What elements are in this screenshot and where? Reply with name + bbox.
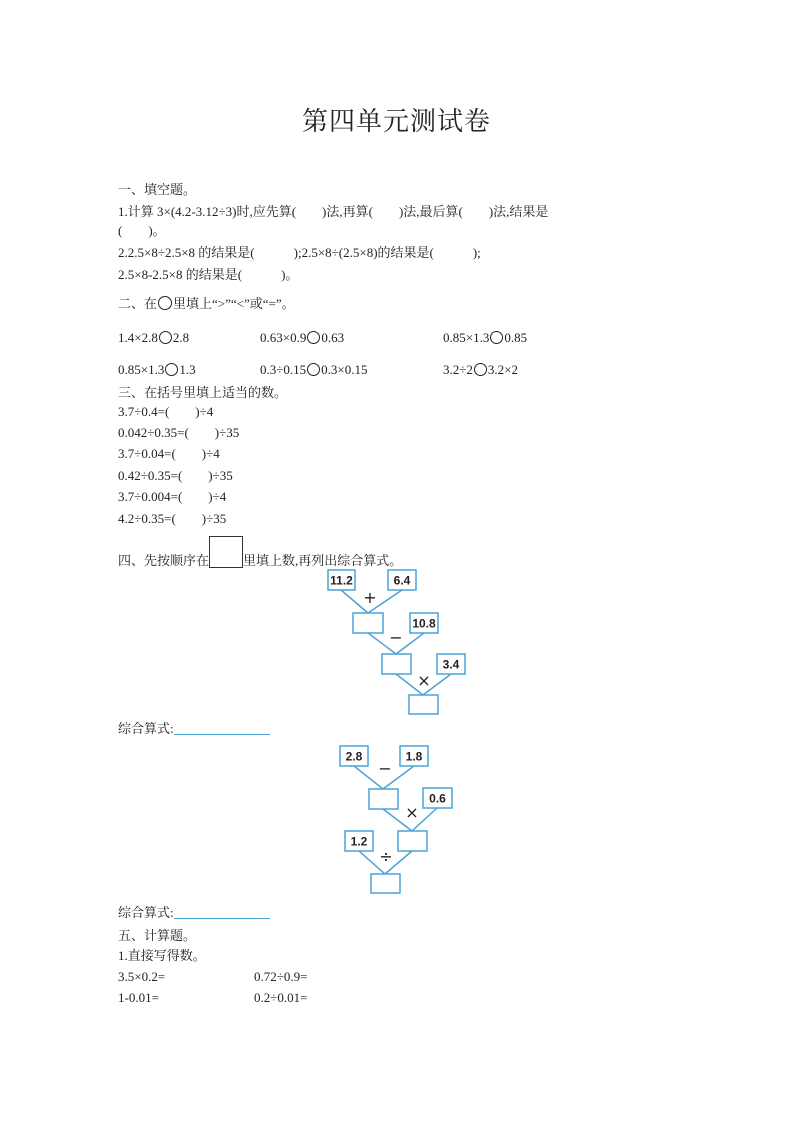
q1-line1: 1.计算 3×(4.2-3.12÷3)时,应先算( )法,再算( )法,最后算( )法,结果是 <box>118 204 549 219</box>
answer-box[interactable] <box>409 695 438 714</box>
compare-right: 0.3×0.15 <box>321 362 368 377</box>
answer-box[interactable] <box>353 613 383 633</box>
q2-line1: 2.2.5×8÷2.5×8 的结果是( );2.5×8÷(2.5×8)的结果是( ); <box>118 245 481 260</box>
number-label: 1.2 <box>350 834 368 849</box>
calc-item: 1-0.01= <box>118 990 159 1005</box>
compare-left: 0.85×1.3 <box>118 362 165 377</box>
section3-heading: 三、在括号里填上适当的数。 <box>118 385 288 400</box>
fill-item: 3.7÷0.4=( )÷4 <box>118 404 214 419</box>
answer-box[interactable] <box>371 874 400 893</box>
compare-left: 0.63×0.9 <box>260 330 307 345</box>
heading-pre: 二、在 <box>118 296 158 311</box>
calc-item: 0.72÷0.9= <box>254 969 308 984</box>
fill-item: 0.42÷0.35=( )÷35 <box>118 468 233 483</box>
operator-label: × <box>405 803 419 822</box>
page-title: 第四单元测试卷 <box>301 107 491 136</box>
diagram-2 <box>340 746 452 893</box>
operator-label: − <box>389 628 403 647</box>
compare-right: 0.85 <box>504 330 528 345</box>
number-label: 11.2 <box>330 573 353 588</box>
fill-item: 4.2÷0.35=( )÷35 <box>118 511 227 526</box>
fill-item: 3.7÷0.04=( )÷4 <box>118 446 220 461</box>
heading-post: 里填上数,再列出综合算式。 <box>243 553 403 568</box>
fill-item: 3.7÷0.004=( )÷4 <box>118 489 227 504</box>
compare-left: 0.3÷0.15 <box>260 362 307 377</box>
formula-label: 综合算式: <box>118 721 174 736</box>
number-label: 10.8 <box>412 616 436 631</box>
number-label: 2.8 <box>345 749 363 764</box>
compare-right: 0.63 <box>321 330 345 345</box>
compare-right: 3.2×2 <box>487 362 518 377</box>
answer-box[interactable] <box>369 789 398 809</box>
number-label: 3.4 <box>442 657 460 672</box>
formula-line-2 <box>118 905 270 921</box>
answer-box[interactable] <box>398 831 427 851</box>
compare-left: 3.2÷2 <box>443 362 473 377</box>
operator-label: + <box>363 588 377 607</box>
diagram-1 <box>328 570 465 714</box>
answer-box[interactable] <box>382 654 411 674</box>
calc-item: 0.2÷0.01= <box>254 990 308 1005</box>
q1-line2: ( )。 <box>118 223 166 238</box>
compare-left: 1.4×2.8 <box>118 330 158 345</box>
formula-input[interactable] <box>174 906 270 919</box>
formula-line-1 <box>118 721 270 737</box>
number-label: 0.6 <box>429 791 446 806</box>
fill-item: 0.042÷0.35=( )÷35 <box>118 425 240 440</box>
heading-post: 里填上“>”“<”或“=”。 <box>173 296 295 311</box>
formula-input[interactable] <box>174 722 270 735</box>
compare-right: 2.8 <box>172 330 190 345</box>
section1-heading: 一、填空题。 <box>118 182 197 197</box>
calc-item: 3.5×0.2= <box>118 969 166 984</box>
operator-label: × <box>417 671 431 690</box>
section5-sub1: 1.直接写得数。 <box>118 948 206 963</box>
number-label: 1.8 <box>405 749 423 764</box>
compare-left: 0.85×1.3 <box>443 330 490 345</box>
number-label: 6.4 <box>393 573 411 588</box>
compare-right: 1.3 <box>179 362 196 377</box>
section5-heading: 五、计算题。 <box>118 928 197 943</box>
heading-pre: 四、先按顺序在 <box>118 553 210 568</box>
operator-label: − <box>378 759 392 778</box>
formula-label: 综合算式: <box>118 905 174 920</box>
q2-line2: 2.5×8-2.5×8 的结果是( )。 <box>118 267 299 282</box>
operator-label: ÷ <box>379 847 393 866</box>
